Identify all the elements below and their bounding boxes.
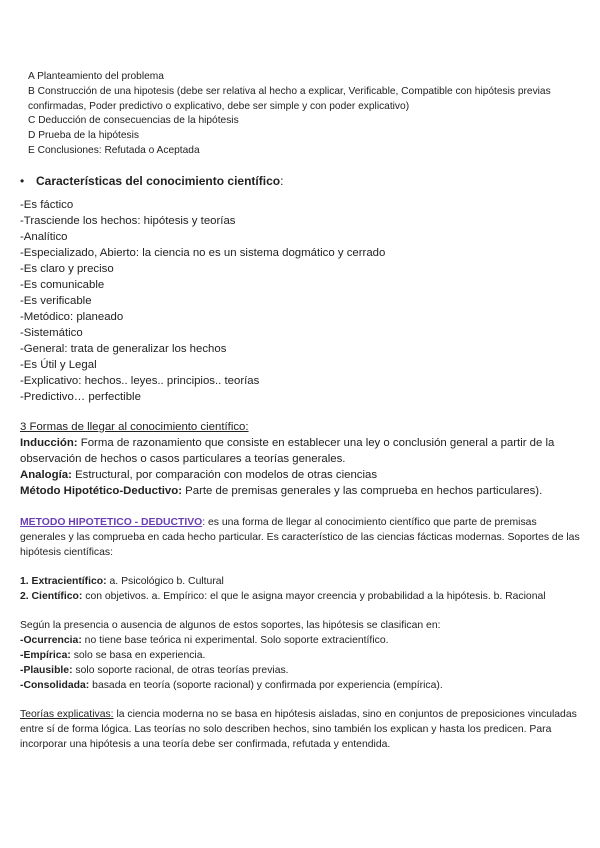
metodo-text: es una forma de llegar al conocimiento científico que parte de premisas generales y las comprueba en cada hecho particular. Es característico de las ciencias fácticas modernas. Soportes de las hipótesis científicas:: [20, 517, 580, 558]
step-item: D Prueba de la hipótesis: [28, 130, 139, 142]
metodo-text: Parte de premisas generales y las comprueba en hechos particulares).: [182, 485, 543, 497]
bullet-icon: •: [20, 174, 25, 188]
soporte-item: [20, 589, 595, 604]
clasificacion-item: [20, 678, 585, 693]
analogia-text: Estructural, por comparación con modelos de otras ciencias: [71, 469, 378, 481]
list-item: -Es verificable: [20, 295, 92, 307]
clasificacion-item: [20, 648, 585, 663]
analogia-paragraph: [20, 467, 590, 483]
soporte-label: 2. Científico:: [20, 591, 83, 602]
step-item: B Construcción de una hipotesis (debe ser relativa al hecho a explicar, Verificable, Compatible con hipótesis previas confirmadas, Poder predictivo o explicativo, debe ser simple y con poder explicativo): [28, 85, 551, 112]
analogia-label: Analogía:: [20, 469, 72, 481]
list-item: -Sistemático: [20, 327, 83, 339]
clasificacion-text: basada en teoría (soporte racional) y confirmada por experiencia (empírica).: [89, 680, 443, 691]
list-item: -Es claro y preciso: [20, 263, 114, 275]
teorias-section: [20, 707, 585, 752]
list-item: -Explicativo: hechos.. leyes.. principios.. teorías: [20, 375, 260, 387]
formas-title: 3 Formas de llegar al conocimiento científico:: [20, 421, 249, 433]
clasificacion-text: solo se basa en experiencia.: [70, 650, 206, 661]
clasificacion-label: -Plausible:: [20, 665, 73, 676]
induccion-paragraph: [20, 435, 590, 467]
list-item: -Predictivo… perfectible: [20, 391, 141, 403]
induccion-text: Forma de razonamiento que consiste en establecer una ley o conclusión general a partir de la observación de hechos o casos particulares a teorías generales.: [20, 437, 555, 465]
list-item: -Analítico: [20, 231, 68, 243]
characteristics-list: [20, 197, 385, 405]
list-item: -Es comunicable: [20, 279, 105, 291]
characteristics-heading: [20, 173, 283, 189]
metodo-section: [20, 515, 585, 560]
clasificacion-item: [20, 663, 585, 678]
clasificacion-label: -Ocurrencia:: [20, 635, 82, 646]
metodo-label: Método Hipotético-Deductivo:: [20, 485, 182, 497]
heading-colon: :: [280, 174, 284, 188]
characteristics-title: Características del conocimiento científico: [36, 174, 281, 188]
list-item: -Metódico: planeado: [20, 311, 124, 323]
list-item: -Especializado, Abierto: la ciencia no es un sistema dogmático y cerrado: [20, 247, 386, 259]
step-item: E Conclusiones: Refutada o Aceptada: [28, 144, 200, 156]
list-item: -Trasciende los hechos: hipótesis y teorías: [20, 215, 236, 227]
soporte-text: a. Psicológico b. Cultural: [106, 576, 224, 587]
list-item: -General: trata de generalizar los hechos: [20, 343, 227, 355]
list-item: -Es fáctico: [20, 199, 74, 211]
soporte-item: [20, 574, 595, 589]
metodo-sep: :: [202, 517, 206, 528]
method-steps-list: [28, 70, 588, 159]
list-item: -Es Útil y Legal: [20, 359, 97, 371]
clasificacion-item: [20, 633, 585, 648]
formas-section: [20, 419, 590, 499]
clasificacion-label: -Consolidada:: [20, 680, 90, 691]
soportes-section: [20, 574, 595, 604]
teorias-text: la ciencia moderna no se basa en hipótesis aisladas, sino en conjuntos de preposiciones vinculadas entre sí de forma lógica. Las teorías no solo describen hechos, sino también los explican y hasta los predicen. Para incorporar una hipótesis a una teoría debe ser confirmada, refutada y entendida.: [20, 709, 577, 750]
soporte-label: 1. Extracientífico:: [20, 576, 107, 587]
step-item: A Planteamiento del problema: [28, 71, 164, 82]
clasificacion-text: solo soporte racional, de otras teorías previas.: [72, 665, 289, 676]
clasificacion-section: [20, 618, 585, 693]
teorias-label: Teorías explicativas:: [20, 709, 114, 720]
clasificacion-text: no tiene base teórica ni experimental. Solo soporte extracientífico.: [81, 635, 389, 646]
metodo-link[interactable]: METODO HIPOTETICO - DEDUCTIVO: [20, 517, 203, 528]
clasificacion-intro: Según la presencia o ausencia de algunos de estos soportes, las hipótesis se clasifican en:: [20, 620, 441, 631]
step-item: C Deducción de consecuencias de la hipótesis: [28, 115, 239, 127]
clasificacion-label: -Empírica:: [20, 650, 71, 661]
metodo-paragraph: [20, 483, 590, 499]
induccion-label: Inducción:: [20, 437, 78, 449]
soporte-text: con objetivos. a. Empírico: el que le asigna mayor creencia y probabilidad a la hipótesis. b. Racional: [82, 591, 546, 602]
